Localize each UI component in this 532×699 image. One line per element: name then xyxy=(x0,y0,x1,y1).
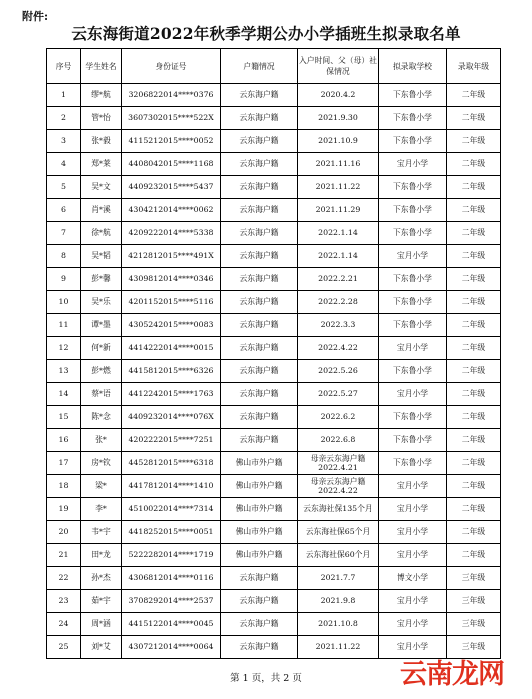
header-household: 户籍情况 xyxy=(221,49,298,84)
table-body xyxy=(47,84,501,659)
cell-id-number: 4415812015****6326 xyxy=(122,360,221,383)
cell-grade: 三年级 xyxy=(447,613,501,636)
cell-grade: 二年级 xyxy=(447,222,501,245)
cell-grade: 三年级 xyxy=(447,590,501,613)
watermark-logo xyxy=(400,652,528,690)
cell-id-number: 4409232015****5437 xyxy=(122,176,221,199)
cell-student-name: 吴*乐 xyxy=(81,291,122,314)
cell-household: 云东海户籍 xyxy=(221,314,298,337)
cell-student-name: 孙*杰 xyxy=(81,567,122,590)
cell-grade: 二年级 xyxy=(447,429,501,452)
cell-index: 13 xyxy=(47,360,81,383)
cell-school: 下东鲁小学 xyxy=(379,268,447,291)
cell-registration-time: 2021.10.8 xyxy=(298,613,379,636)
cell-household: 云东海户籍 xyxy=(221,222,298,245)
cell-household: 云东海户籍 xyxy=(221,176,298,199)
cell-id-number: 4212812015****491X xyxy=(122,245,221,268)
cell-grade: 二年级 xyxy=(447,107,501,130)
cell-household: 佛山市外户籍 xyxy=(221,544,298,567)
cell-household: 佛山市外户籍 xyxy=(221,475,298,498)
table-row xyxy=(47,176,501,199)
cell-index: 21 xyxy=(47,544,81,567)
cell-student-name: 缪*航 xyxy=(81,84,122,107)
header-grade: 录取年级 xyxy=(447,49,501,84)
cell-student-name: 张*毅 xyxy=(81,130,122,153)
watermark-text: 云南龙网 xyxy=(400,659,504,690)
cell-household: 云东海户籍 xyxy=(221,199,298,222)
cell-index: 16 xyxy=(47,429,81,452)
cell-grade: 二年级 xyxy=(447,406,501,429)
cell-id-number: 4412242015****1763 xyxy=(122,383,221,406)
cell-index: 1 xyxy=(47,84,81,107)
cell-grade: 三年级 xyxy=(447,636,501,659)
cell-school: 宝月小学 xyxy=(379,383,447,406)
cell-index: 2 xyxy=(47,107,81,130)
cell-student-name: 肖*溪 xyxy=(81,199,122,222)
cell-grade: 二年级 xyxy=(447,176,501,199)
cell-index: 9 xyxy=(47,268,81,291)
cell-index: 8 xyxy=(47,245,81,268)
cell-student-name: 管*怡 xyxy=(81,107,122,130)
cell-index: 10 xyxy=(47,291,81,314)
cell-id-number: 4202222015****7251 xyxy=(122,429,221,452)
table-row xyxy=(47,268,501,291)
cell-school: 宝月小学 xyxy=(379,521,447,544)
cell-grade: 二年级 xyxy=(447,199,501,222)
cell-household: 云东海户籍 xyxy=(221,337,298,360)
cell-index: 24 xyxy=(47,613,81,636)
cell-index: 7 xyxy=(47,222,81,245)
cell-student-name: 吴*文 xyxy=(81,176,122,199)
cell-household: 云东海户籍 xyxy=(221,84,298,107)
cell-index: 23 xyxy=(47,590,81,613)
cell-id-number: 4201152015****5116 xyxy=(122,291,221,314)
table-row xyxy=(47,429,501,452)
cell-index: 15 xyxy=(47,406,81,429)
cell-school: 下东鲁小学 xyxy=(379,176,447,199)
header-id-number: 身份证号 xyxy=(122,49,221,84)
cell-grade: 二年级 xyxy=(447,130,501,153)
cell-school: 博文小学 xyxy=(379,567,447,590)
cell-school: 宝月小学 xyxy=(379,337,447,360)
table-row xyxy=(47,544,501,567)
cell-school: 下东鲁小学 xyxy=(379,360,447,383)
cell-registration-time: 2021.9.8 xyxy=(298,590,379,613)
cell-id-number: 4452812015****6318 xyxy=(122,452,221,475)
table-row xyxy=(47,498,501,521)
cell-grade: 二年级 xyxy=(447,337,501,360)
cell-index: 14 xyxy=(47,383,81,406)
cell-registration-time: 2020.4.2 xyxy=(298,84,379,107)
cell-student-name: 张* xyxy=(81,429,122,452)
cell-student-name: 蔡*语 xyxy=(81,383,122,406)
table-row xyxy=(47,590,501,613)
cell-student-name: 谭*墨 xyxy=(81,314,122,337)
cell-school: 下东鲁小学 xyxy=(379,452,447,475)
page-footer: 第 1 页，共 2 页 xyxy=(230,673,302,684)
cell-household: 云东海户籍 xyxy=(221,590,298,613)
cell-registration-time: 母亲云东海户籍 2022.4.22 xyxy=(298,475,379,498)
cell-student-name: 徐*航 xyxy=(81,222,122,245)
cell-grade: 二年级 xyxy=(447,521,501,544)
cell-student-name: 李* xyxy=(81,498,122,521)
cell-index: 25 xyxy=(47,636,81,659)
cell-grade: 二年级 xyxy=(447,245,501,268)
cell-registration-time: 2022.2.28 xyxy=(298,291,379,314)
cell-household: 佛山市外户籍 xyxy=(221,521,298,544)
cell-registration-time: 2022.1.14 xyxy=(298,245,379,268)
cell-student-name: 梁* xyxy=(81,475,122,498)
cell-registration-time: 云东海社保60个月 xyxy=(298,544,379,567)
cell-id-number: 5222282014****1719 xyxy=(122,544,221,567)
cell-id-number: 4305242015****0083 xyxy=(122,314,221,337)
cell-school: 下东鲁小学 xyxy=(379,222,447,245)
cell-registration-time: 2022.4.22 xyxy=(298,337,379,360)
cell-id-number: 4306812014****0116 xyxy=(122,567,221,590)
cell-grade: 二年级 xyxy=(447,544,501,567)
cell-school: 下东鲁小学 xyxy=(379,314,447,337)
cell-student-name: 韦*宇 xyxy=(81,521,122,544)
table-row xyxy=(47,337,501,360)
cell-index: 4 xyxy=(47,153,81,176)
cell-household: 云东海户籍 xyxy=(221,429,298,452)
cell-registration-time: 2022.3.3 xyxy=(298,314,379,337)
cell-id-number: 4415122014****0045 xyxy=(122,613,221,636)
cell-grade: 二年级 xyxy=(447,452,501,475)
cell-index: 19 xyxy=(47,498,81,521)
cell-id-number: 4409232014****076X xyxy=(122,406,221,429)
table-row xyxy=(47,130,501,153)
cell-school: 宝月小学 xyxy=(379,245,447,268)
cell-registration-time: 2022.5.26 xyxy=(298,360,379,383)
table-row xyxy=(47,406,501,429)
cell-id-number: 4307212014****0064 xyxy=(122,636,221,659)
cell-school: 下东鲁小学 xyxy=(379,130,447,153)
table-row xyxy=(47,107,501,130)
cell-student-name: 茹*宇 xyxy=(81,590,122,613)
cell-school: 宝月小学 xyxy=(379,153,447,176)
cell-registration-time: 2022.5.27 xyxy=(298,383,379,406)
table-header-row xyxy=(47,49,501,84)
cell-household: 云东海户籍 xyxy=(221,245,298,268)
cell-index: 18 xyxy=(47,475,81,498)
attachment-label: 附件: xyxy=(22,10,49,23)
cell-school: 下东鲁小学 xyxy=(379,291,447,314)
cell-school: 宝月小学 xyxy=(379,636,447,659)
cell-index: 11 xyxy=(47,314,81,337)
cell-grade: 二年级 xyxy=(447,475,501,498)
cell-school: 下东鲁小学 xyxy=(379,84,447,107)
cell-household: 云东海户籍 xyxy=(221,567,298,590)
cell-student-name: 房*钦 xyxy=(81,452,122,475)
cell-index: 17 xyxy=(47,452,81,475)
cell-index: 22 xyxy=(47,567,81,590)
cell-grade: 二年级 xyxy=(447,360,501,383)
cell-registration-time: 2021.9.30 xyxy=(298,107,379,130)
cell-household: 云东海户籍 xyxy=(221,153,298,176)
cell-grade: 三年级 xyxy=(447,567,501,590)
cell-school: 宝月小学 xyxy=(379,544,447,567)
cell-school: 下东鲁小学 xyxy=(379,199,447,222)
cell-registration-time: 2021.7.7 xyxy=(298,567,379,590)
table-row xyxy=(47,314,501,337)
cell-grade: 二年级 xyxy=(447,84,501,107)
cell-household: 云东海户籍 xyxy=(221,291,298,314)
document-title: 云东海街道2022年秋季学期公办小学插班生拟录取名单 xyxy=(71,24,461,43)
cell-index: 20 xyxy=(47,521,81,544)
cell-household: 云东海户籍 xyxy=(221,130,298,153)
table-row xyxy=(47,245,501,268)
cell-grade: 二年级 xyxy=(447,383,501,406)
cell-registration-time: 母亲云东海户籍 2022.4.21 xyxy=(298,452,379,475)
table-row xyxy=(47,475,501,498)
cell-id-number: 4510022014****7314 xyxy=(122,498,221,521)
cell-id-number: 4417812014****1410 xyxy=(122,475,221,498)
cell-student-name: 陈*念 xyxy=(81,406,122,429)
cell-student-name: 周*涵 xyxy=(81,613,122,636)
cell-household: 云东海户籍 xyxy=(221,613,298,636)
cell-household: 云东海户籍 xyxy=(221,107,298,130)
cell-registration-time: 2022.2.21 xyxy=(298,268,379,291)
table-row xyxy=(47,613,501,636)
cell-student-name: 彭*馨 xyxy=(81,268,122,291)
cell-household: 佛山市外户籍 xyxy=(221,498,298,521)
cell-id-number: 4414222014****0015 xyxy=(122,337,221,360)
header-student-name: 学生姓名 xyxy=(81,49,122,84)
cell-household: 云东海户籍 xyxy=(221,636,298,659)
cell-household: 佛山市外户籍 xyxy=(221,452,298,475)
cell-household: 云东海户籍 xyxy=(221,360,298,383)
cell-registration-time: 2021.10.9 xyxy=(298,130,379,153)
cell-id-number: 4209222014****5338 xyxy=(122,222,221,245)
cell-registration-time: 2022.1.14 xyxy=(298,222,379,245)
cell-school: 宝月小学 xyxy=(379,590,447,613)
cell-school: 下东鲁小学 xyxy=(379,406,447,429)
cell-school: 下东鲁小学 xyxy=(379,107,447,130)
table-row xyxy=(47,199,501,222)
cell-id-number: 4418252015****0051 xyxy=(122,521,221,544)
table-row xyxy=(47,383,501,406)
cell-registration-time: 云东海社保65个月 xyxy=(298,521,379,544)
table-row xyxy=(47,291,501,314)
header-school: 拟录取学校 xyxy=(379,49,447,84)
cell-school: 宝月小学 xyxy=(379,613,447,636)
cell-student-name: 彭*燃 xyxy=(81,360,122,383)
table-row xyxy=(47,521,501,544)
cell-grade: 二年级 xyxy=(447,498,501,521)
cell-id-number: 4304212014****0062 xyxy=(122,199,221,222)
table-row xyxy=(47,360,501,383)
cell-id-number: 3206822014****0376 xyxy=(122,84,221,107)
admission-table xyxy=(46,48,501,659)
cell-id-number: 3607302015****522X xyxy=(122,107,221,130)
cell-household: 云东海户籍 xyxy=(221,383,298,406)
table-row xyxy=(47,567,501,590)
cell-id-number: 4408042015****1168 xyxy=(122,153,221,176)
cell-grade: 二年级 xyxy=(447,268,501,291)
cell-registration-time: 云东海社保135个月 xyxy=(298,498,379,521)
cell-id-number: 3708292014****2537 xyxy=(122,590,221,613)
table-row xyxy=(47,84,501,107)
cell-registration-time: 2021.11.16 xyxy=(298,153,379,176)
cell-id-number: 4115212015****0052 xyxy=(122,130,221,153)
cell-student-name: 郑*莱 xyxy=(81,153,122,176)
cell-registration-time: 2021.11.22 xyxy=(298,636,379,659)
cell-student-name: 吴*韬 xyxy=(81,245,122,268)
cell-registration-time: 2021.11.29 xyxy=(298,199,379,222)
cell-registration-time: 2022.6.2 xyxy=(298,406,379,429)
cell-household: 云东海户籍 xyxy=(221,268,298,291)
cell-student-name: 刘*艾 xyxy=(81,636,122,659)
header-index: 序号 xyxy=(47,49,81,84)
cell-index: 3 xyxy=(47,130,81,153)
cell-school: 宝月小学 xyxy=(379,498,447,521)
cell-grade: 二年级 xyxy=(447,314,501,337)
cell-index: 6 xyxy=(47,199,81,222)
cell-household: 云东海户籍 xyxy=(221,406,298,429)
cell-registration-time: 2021.11.22 xyxy=(298,176,379,199)
cell-school: 下东鲁小学 xyxy=(379,429,447,452)
cell-index: 5 xyxy=(47,176,81,199)
cell-index: 12 xyxy=(47,337,81,360)
cell-id-number: 4309812014****0346 xyxy=(122,268,221,291)
header-registration-time: 入户时间、父（母）社保情况 xyxy=(298,49,379,84)
cell-grade: 二年级 xyxy=(447,153,501,176)
cell-registration-time: 2022.6.8 xyxy=(298,429,379,452)
table-row xyxy=(47,222,501,245)
table-row xyxy=(47,452,501,475)
cell-school: 宝月小学 xyxy=(379,475,447,498)
cell-student-name: 田*龙 xyxy=(81,544,122,567)
cell-grade: 二年级 xyxy=(447,291,501,314)
cell-student-name: 何*新 xyxy=(81,337,122,360)
table-row xyxy=(47,153,501,176)
